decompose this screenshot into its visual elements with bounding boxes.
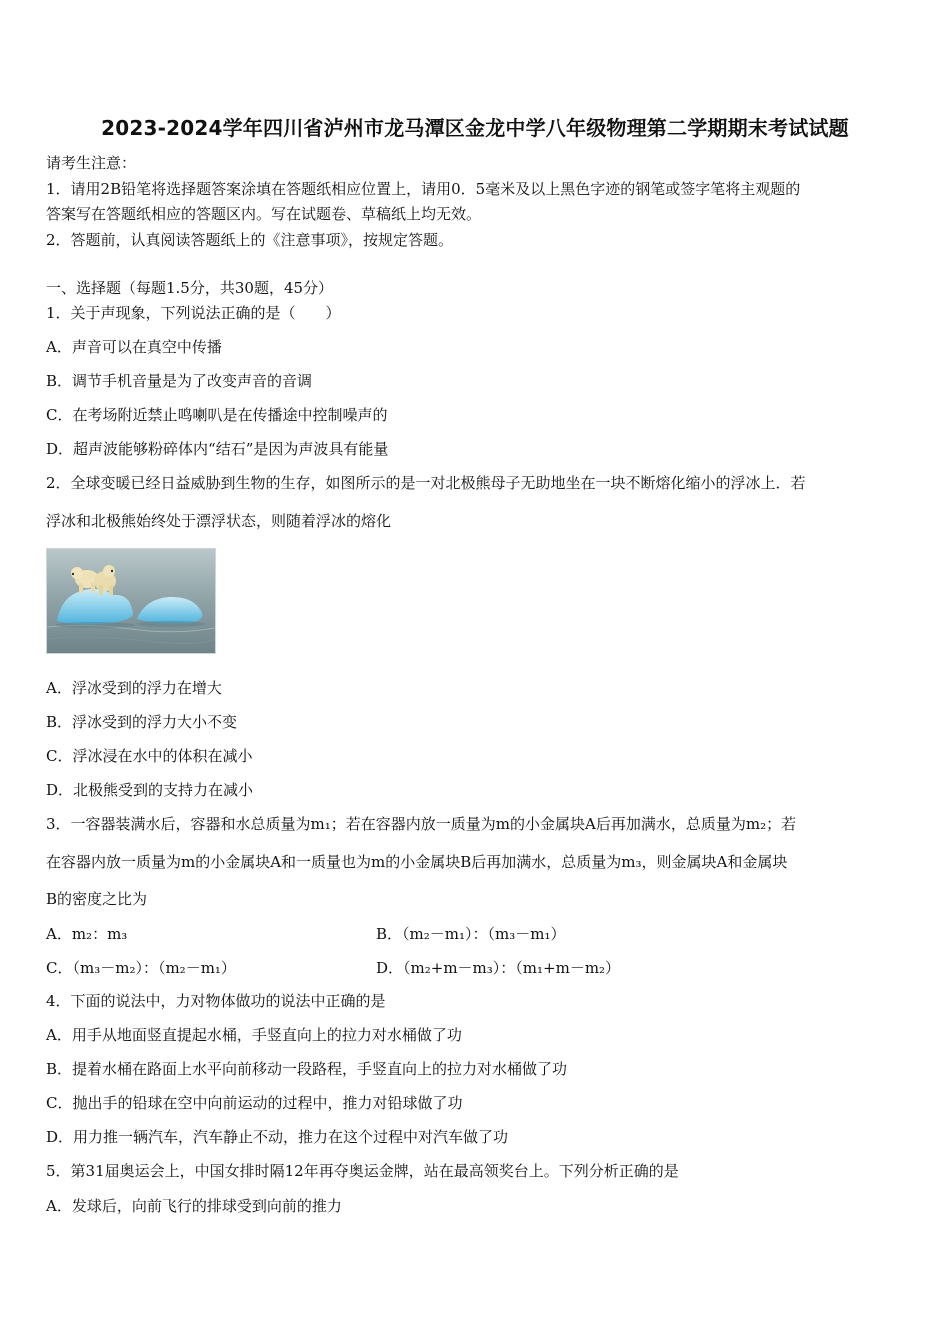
question-stem: 3．一容器装满水后，容器和水总质量为m₁；若在容器内放一质量为m的小金属块A后再加满水，总质量为m₂；若: [46, 815, 797, 833]
notice-line: 1．请用2B铅笔将选择题答案涂填在答题纸相应位置上，请用0．5毫米及以上黑色字迹的钢笔或签字笔将主观题的: [46, 180, 801, 198]
answer-option: A．声音可以在真空中传播: [46, 338, 222, 356]
question-stem: 1．关于声现象，下列说法正确的是（ ）: [46, 304, 341, 322]
answer-option: A．浮冰受到的浮力在增大: [46, 679, 222, 697]
answer-option: D．超声波能够粉碎体内“结石”是因为声波具有能量: [46, 440, 389, 458]
answer-option: A．用手从地面竖直提起水桶，手竖直向上的拉力对水桶做了功: [46, 1026, 462, 1044]
answer-option: D．用力推一辆汽车，汽车静止不动，推力在这个过程中对汽车做了功: [46, 1128, 509, 1146]
question-stem: 浮冰和北极熊始终处于漂浮状态，则随着浮冰的熔化: [46, 512, 392, 530]
answer-option: A．发球后，向前飞行的排球受到向前的推力: [46, 1197, 342, 1215]
question-stem: 在容器内放一质量为m的小金属块A和一质量也为m的小金属块B后再加满水，总质量为m₃，则金属块A和金属块: [46, 853, 788, 871]
answer-option: D．（m₂+m－m₃）：（m₁+m－m₂）: [376, 959, 621, 977]
question-stem: B的密度之比为: [46, 890, 148, 908]
question-stem: 5．第31届奥运会上，中国女排时隔12年再夺奥运金牌，站在最高领奖台上。下列分析正确的是: [46, 1162, 679, 1180]
answer-option: C．（m₃－m₂）：（m₂－m₁）: [46, 959, 236, 977]
answer-option: B．（m₂－m₁）：（m₃－m₁）: [376, 925, 566, 943]
question-stem: 4．下面的说法中，力对物体做功的说法中正确的是: [46, 992, 386, 1010]
answer-option: C．浮冰浸在水中的体积在减小: [46, 747, 253, 765]
answer-option: B．提着水桶在路面上水平向前移动一段路程，手竖直向上的拉力对水桶做了功: [46, 1060, 568, 1078]
answer-option: B．浮冰受到的浮力大小不变: [46, 713, 238, 731]
answer-option: C．抛出手的铅球在空中向前运动的过程中，推力对铅球做了功: [46, 1094, 463, 1112]
polar-bears-on-ice-floe-image: [46, 548, 216, 654]
notice-line: 2．答题前，认真阅读答题纸上的《注意事项》，按规定答题。: [46, 231, 454, 249]
page-title: 2023-2024学年四川省泸州市龙马潭区金龙中学八年级物理第二学期期末考试试题: [101, 116, 849, 140]
answer-option: A．m₂：m₃: [46, 925, 128, 943]
notice-heading: 请考生注意：: [46, 154, 137, 172]
question-stem: 2．全球变暖已经日益威胁到生物的生存，如图所示的是一对北极熊母子无助地坐在一块不断熔化缩小的浮冰上．若: [46, 474, 806, 492]
section-heading: 一、选择题（每题1.5分，共30题，45分）: [46, 279, 334, 297]
answer-option: D．北极熊受到的支持力在减小: [46, 781, 254, 799]
notice-line: 答案写在答题纸相应的答题区内。写在试题卷、草稿纸上均无效。: [46, 205, 482, 223]
answer-option: C．在考场附近禁止鸣喇叭是在传播途中控制噪声的: [46, 406, 388, 424]
answer-option: B．调节手机音量是为了改变声音的音调: [46, 372, 313, 390]
